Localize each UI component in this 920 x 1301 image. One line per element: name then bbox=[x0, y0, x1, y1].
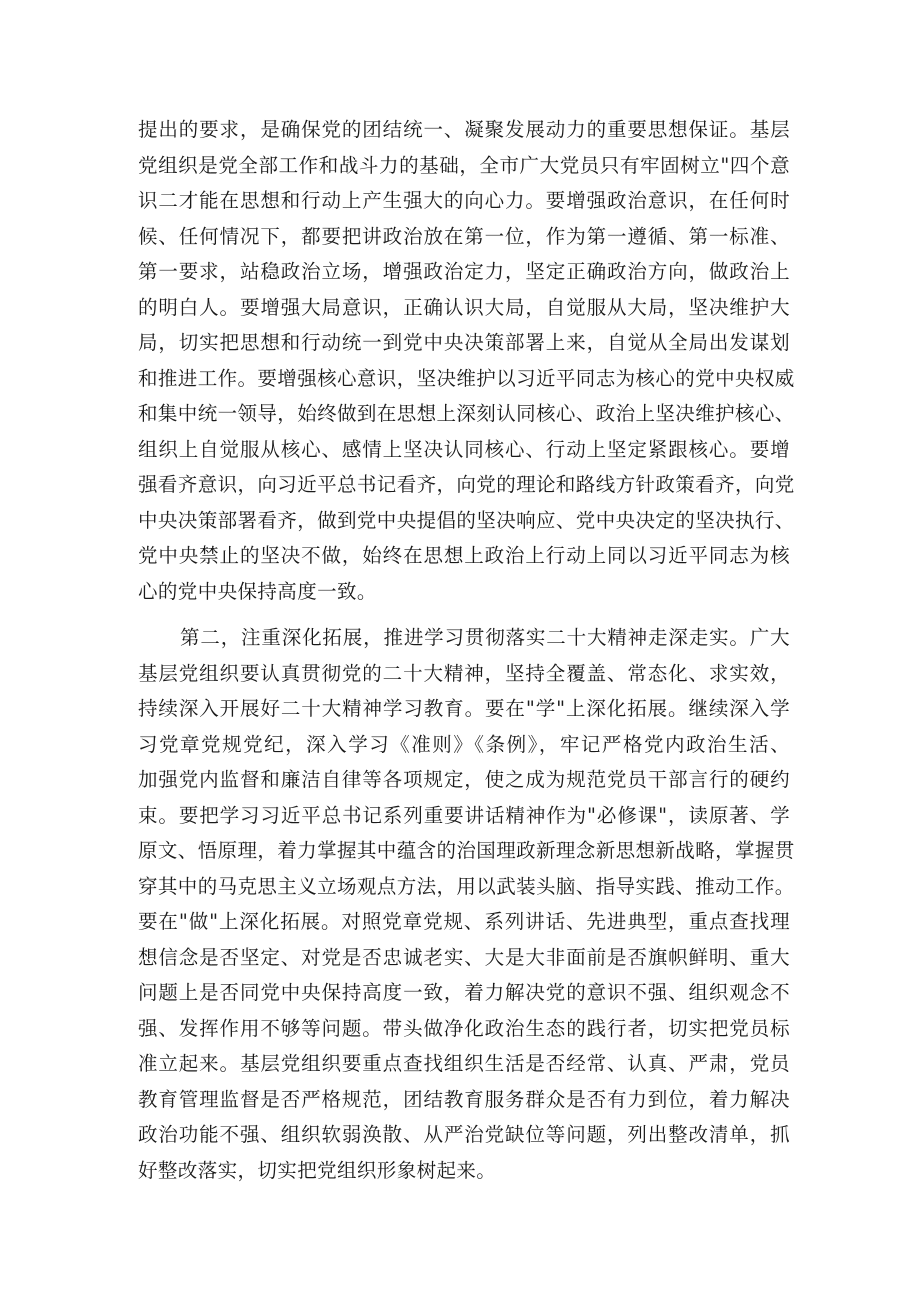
paragraph-2 bbox=[138, 620, 795, 1188]
paragraph-1-line: 强看齐意识，向习近平总书记看齐，向党的理论和路线方针政策看齐，向党 bbox=[138, 473, 795, 496]
paragraph-2-line: 准立起来。基层党组织要重点查找组织生活是否经常、认真、严肃，党员 bbox=[138, 1052, 790, 1075]
paragraph-2-line: 要在"做"上深化拓展。对照党章党规、系列讲话、先进典型，重点查找理 bbox=[138, 910, 790, 933]
paragraph-1-line: 心的党中央保持高度一致。 bbox=[138, 579, 377, 603]
paragraph-2-line: 基层党组织要认真贯彻党的二十大精神，坚持全覆盖、常态化、求实效， bbox=[138, 661, 790, 685]
paragraph-2-line: 穿其中的马克思主义立场观点方法，用以武装头脑、指导实践、推动工作。 bbox=[138, 874, 795, 898]
paragraph-2-line: 强、发挥作用不够等问题。带头做净化政治生态的践行者，切实把党员标 bbox=[138, 1016, 790, 1040]
paragraph-2-line: 习党章党规党纪，深入学习《准则》《条例》，牢记严格党内政治生活、 bbox=[138, 732, 790, 756]
paragraph-1-line: 和集中统一领导，始终做到在思想上深刻认同核心、政治上坚决维护核心、 bbox=[138, 402, 795, 425]
paragraph-2-line: 政治功能不强、组织软弱涣散、从严治党缺位等问题，列出整改清单，抓 bbox=[138, 1123, 790, 1146]
paragraph-1 bbox=[138, 112, 795, 609]
paragraph-1-line: 第一要求，站稳政治立场，增强政治定力，坚定正确政治方向，做政治上 bbox=[138, 260, 790, 283]
paragraph-1-line: 党组织是党全部工作和战斗力的基础，全市广大党员只有牢固树立"四个意 bbox=[138, 153, 790, 177]
paragraph-2-line: 第二，注重深化拓展，推进学习贯彻落实二十大精神走深走实。广大 bbox=[180, 626, 790, 649]
paragraph-1-line: 的明白人。要增强大局意识，正确认识大局，自觉服从大局，坚决维护大 bbox=[138, 295, 790, 319]
paragraph-1-line: 党中央禁止的坚决不做，始终在思想上政治上行动上同以习近平同志为核 bbox=[138, 544, 790, 567]
paragraph-2-line: 原文、悟原理，着力掌握其中蕴含的治国理政新理念新思想新战略，掌握贯 bbox=[138, 839, 795, 862]
paragraph-1-line: 组织上自觉服从核心、感情上坚决认同核心、行动上坚定紧跟核心。要增 bbox=[138, 437, 790, 461]
paragraph-2-line: 教育管理监督是否严格规范，团结教育服务群众是否有力到位，着力解决 bbox=[138, 1087, 790, 1111]
paragraph-1-line: 候、任何情况下，都要把讲政治放在第一位，作为第一遵循、第一标准、 bbox=[138, 224, 790, 248]
paragraph-2-line: 束。要把学习习近平总书记系列重要讲话精神作为"必修课"，读原著、学 bbox=[138, 803, 790, 827]
paragraph-1-line: 提出的要求，是确保党的团结统一、凝聚发展动力的重要思想保证。基层 bbox=[138, 118, 790, 141]
paragraph-1-line: 识二才能在思想和行动上产生强大的向心力。要增强政治意识，在任何时 bbox=[138, 189, 790, 212]
paragraph-1-line: 中央决策部署看齐，做到党中央提倡的坚决响应、党中央决定的坚决执行、 bbox=[138, 508, 795, 532]
paragraph-1-line: 局，切实把思想和行动统一到党中央决策部署上来，自觉从全局出发谋划 bbox=[138, 331, 790, 354]
paragraph-2-line: 持续深入开展好二十大精神学习教育。要在"学"上深化拓展。继续深入学 bbox=[138, 697, 790, 720]
paragraph-1-line: 和推进工作。要增强核心意识，坚决维护以习近平同志为核心的党中央权威 bbox=[138, 366, 795, 390]
paragraph-2-line: 加强党内监督和廉洁自律等各项规定，使之成为规范党员干部言行的硬约 bbox=[138, 768, 790, 791]
paragraph-2-line: 好整改落实，切实把党组织形象树起来。 bbox=[138, 1158, 497, 1182]
paragraph-2-line: 想信念是否坚定、对党是否忠诚老实、大是大非面前是否旗帜鲜明、重大 bbox=[138, 945, 790, 969]
paragraph-2-line: 问题上是否同党中央保持高度一致，着力解决党的意识不强、组织观念不 bbox=[138, 981, 790, 1004]
